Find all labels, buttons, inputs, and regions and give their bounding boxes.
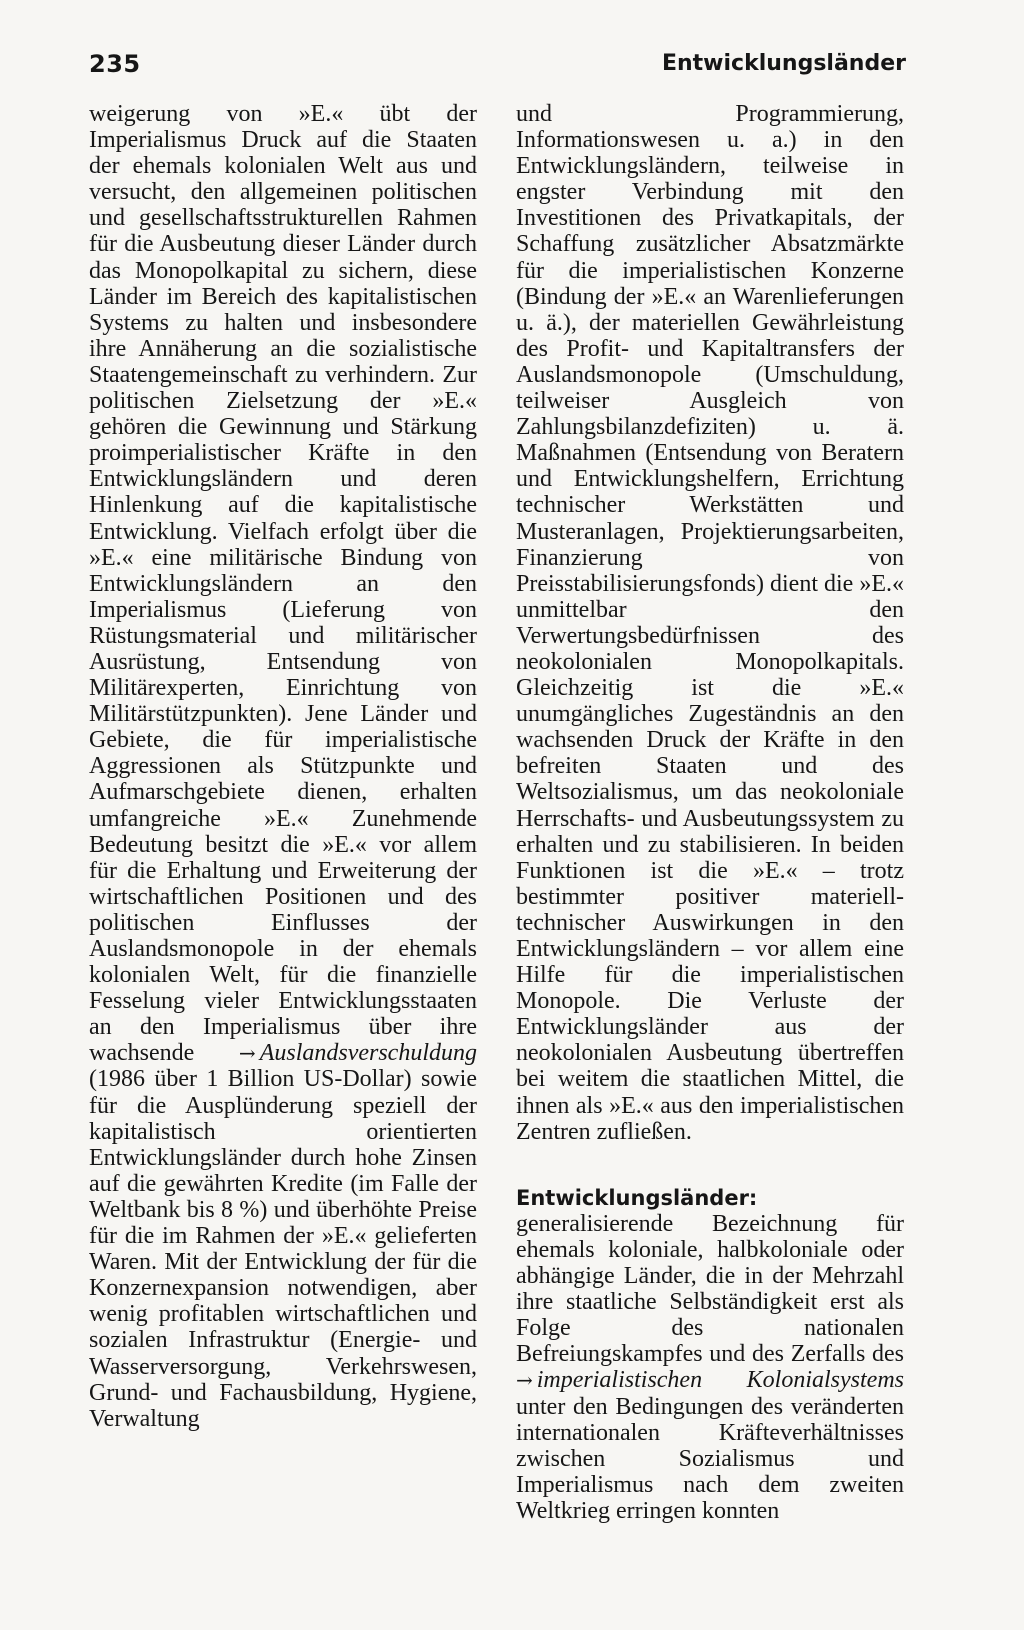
left-paragraph <box>89 101 477 1432</box>
left-paragraph-tail: (1986 über 1 Billion US-Dollar) sowie für die Ausplünderung speziell der kapitalistisch orientierten Entwicklungsländer durch hohe Zinsen auf die gewährten Kredite (im Falle der Weltbank bis 8 %) und überhöhte Preise für die im Rahmen der »E.« gelieferten Waren. Mit der Entwicklung der für die Konzernexpansion notwendigen, aber wenig profitablen wirtschaftlichen und sozialen Infrastruktur (Energie- und Wasserversorgung, Verkehrswesen, Grund- und Fachausbildung, Hygiene, Verwaltung <box>89 1066 477 1432</box>
cross-reference-auslandsverschuldung: Auslandsverschuldung <box>259 1040 477 1067</box>
cross-reference-arrow-icon: → <box>516 1368 533 1393</box>
entry-separator <box>516 1145 904 1185</box>
left-paragraph-text: weigerung von »E.« übt der Imperialismus Druck auf die Staaten der ehemals kolonialen Welt aus und versucht, den allgemeinen politischen und gesellschaftsstrukturellen Rahmen für die Ausbeutung dieser Länder durch das Monopolkapital zu sichern, diese Länder im Bereich des kapitalistischen Systems zu halten und insbesondere ihre Annäherung an die sozialistische Staatengemeinschaft zu verhindern. Zur politischen Zielsetzung der »E.« gehören die Gewinnung und Stärkung proimperialistischer Kräfte in den Entwicklungsländern und deren Hinlenkung auf die kapitalistische Entwicklung. Vielfach erfolgt über die »E.« eine militärische Bindung von Entwicklungsländern an den Imperialismus (Lieferung von Rüstungsmaterial und militärischer Ausrüstung, Entsendung von Militärexperten, Einrichtung von Militärstützpunkten). Jene Länder und Gebiete, die für imperialistische Aggressionen als Stützpunkte und Aufmarschgebiete dienen, erhalten umfangreiche »E.« Zunehmende Bedeutung besitzt die »E.« vor allem für die Erhaltung und Erweiterung der wirtschaftlichen Positionen und des politischen Einflusses der Auslandsmonopole in der ehemals kolonialen Welt, für die finanzielle Fesselung vieler Entwicklungsstaaten an den Imperialismus über ihre wachsende <box>89 101 477 1067</box>
right-paragraph: und Programmierung, Informationswesen u. a.) in den Entwicklungsländern, teilweise in engster Verbindung mit den Investitionen des Privatkapitals, der Schaffung zusätzlicher Absatzmärkte für die imperialistischen Konzerne (Bindung der »E.« an Warenlieferungen u. ä.), der materiellen Gewährleistung des Profit- und Kapitaltransfers der Auslandsmonopole (Umschuldung, teilweiser Ausgleich von Zahlungsbilanzdefiziten) u. ä. Maßnahmen (Entsendung von Beratern und Entwicklungshelfern, Errichtung technischer Werkstätten und Musteranlagen, Projektierungsarbeiten, Finanzierung von Preisstabilisierungsfonds) dient die »E.« unmittelbar den Verwertungsbedürfnissen des neokolonialen Monopolkapitals. Gleichzeitig ist die »E.« unumgängliches Zugeständnis an den wachsenden Druck der Kräfte in den befreiten Staaten und des Weltsozialismus, um das neokoloniale Herrschafts- und Ausbeutungssystem zu erhalten und zu stabilisieren. In beiden Funktionen ist die »E.« – trotz bestimmter positiver materiell-technischer Auswirkungen in den Entwicklungsländern – vor allem eine Hilfe für die imperialistischen Monopole. Die Verluste der Entwicklungsländer aus der neokolonialen Ausbeutung übertreffen bei weitem die staatlichen Mittel, die ihnen als »E.« aus den imperialistischen Zentren zufließen. <box>516 101 904 1145</box>
page-number: 235 <box>89 50 141 78</box>
cross-reference-arrow-icon: → <box>238 1041 256 1066</box>
dictionary-entry <box>516 1185 904 1524</box>
entry-tail: unter den Bedingungen des veränderten internationalen Kräfteverhältnisses zwischen Sozialismus und Imperialismus nach dem zweiten Weltkrieg erringen konnten <box>516 1393 904 1524</box>
right-column <box>516 101 904 1524</box>
cross-reference-kolonialsystem: imperialistischen Kolonialsystems <box>536 1367 904 1394</box>
entry-lemma: Entwicklungsländer: <box>516 1185 758 1210</box>
entry-text: generalisierende Bezeichnung für ehemals koloniale, halbkoloniale oder abhängige Länder, die in der Mehrzahl ihre staatliche Selbständigkeit erst als Folge des nationalen Befreiungskampfes und des Zerfalls des <box>516 1210 904 1368</box>
running-head: Entwicklungsländer <box>661 51 906 76</box>
left-column <box>89 101 477 1432</box>
